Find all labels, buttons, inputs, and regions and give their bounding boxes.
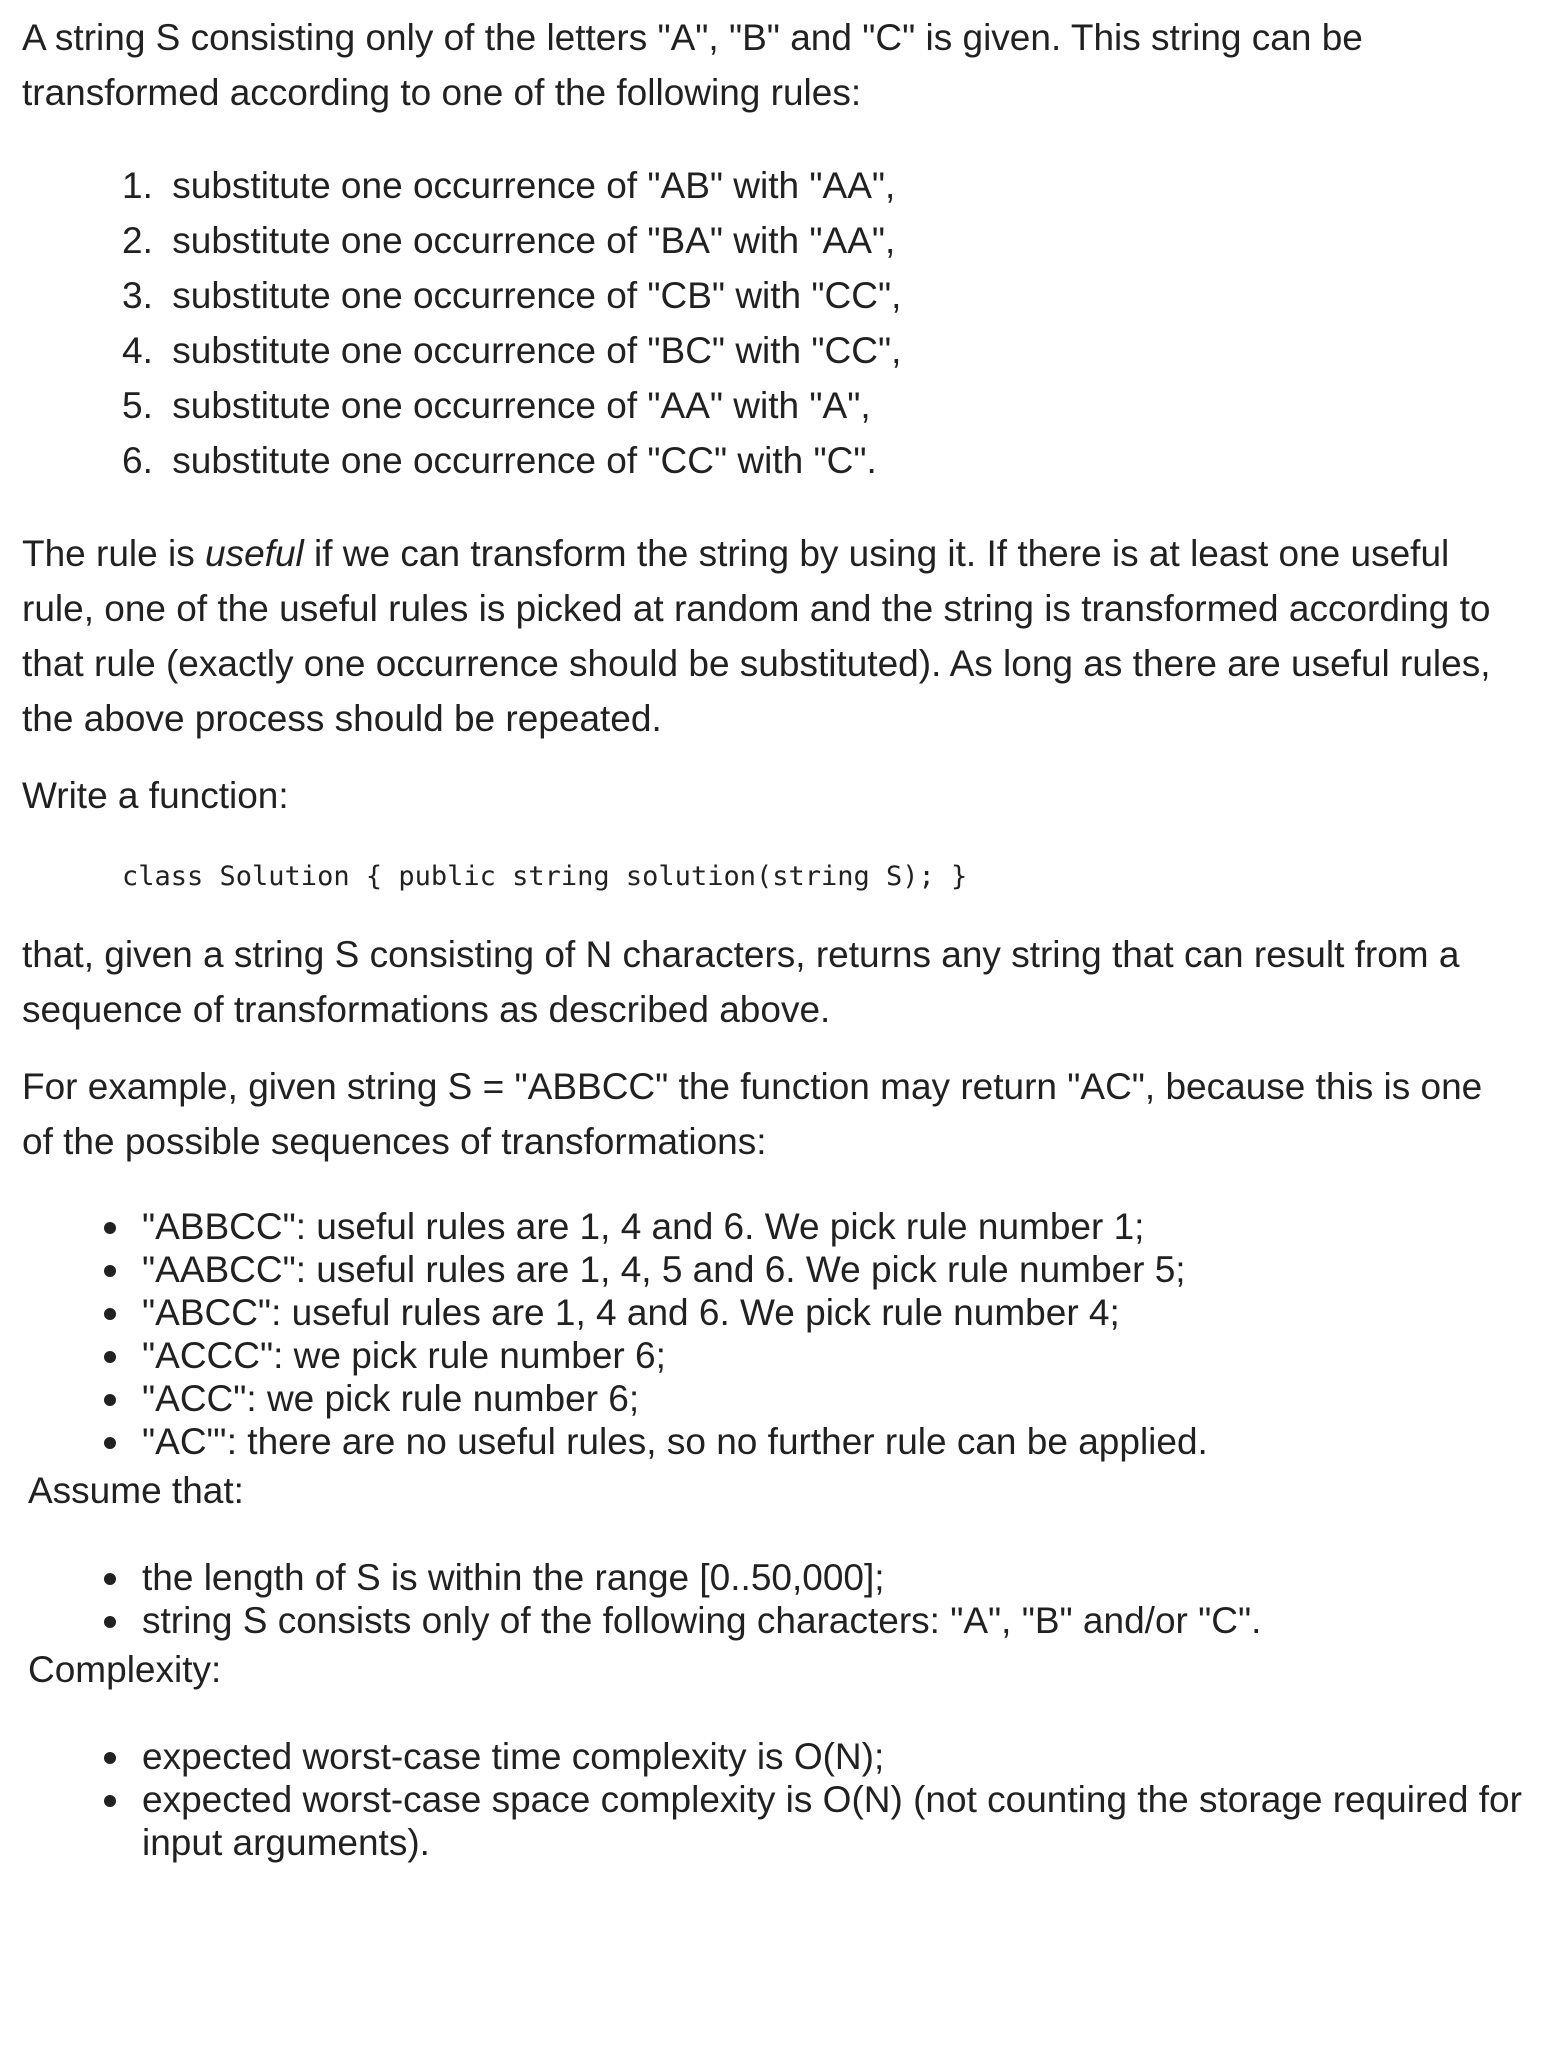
step-item — [102, 1420, 1522, 1463]
complexity-text: expected worst-case time complexity is O(N); — [142, 1736, 885, 1777]
write-function-label: Write a function: — [22, 775, 289, 816]
step-text: "ACCC": we pick rule number 6; — [142, 1335, 666, 1376]
given-paragraph: that, given a string S consisting of N characters, returns any string that can result from a sequence of transformations as described above. — [22, 934, 1460, 1030]
useful-emphasis: useful — [205, 533, 304, 574]
bullet-icon — [104, 1573, 116, 1585]
rules-list — [22, 158, 1522, 488]
bullet-icon — [104, 1351, 116, 1363]
rule-item — [122, 158, 1522, 213]
complexity-item — [102, 1778, 1522, 1864]
step-item — [102, 1377, 1522, 1420]
rule-item — [122, 378, 1522, 433]
step-text: "AABCC": useful rules are 1, 4, 5 and 6. We pick rule number 5; — [142, 1249, 1186, 1290]
useful-text-before: The rule is — [22, 533, 206, 574]
rule-text: substitute one occurrence of "BC" with "CC", — [172, 330, 902, 371]
rule-item — [122, 268, 1522, 323]
useful-rule-paragraph — [22, 526, 1522, 746]
rule-text: substitute one occurrence of "BA" with "AA", — [172, 220, 896, 261]
rule-item — [122, 213, 1522, 268]
bullet-icon — [104, 1308, 116, 1320]
bullet-icon — [104, 1795, 116, 1807]
constraint-text: the length of S is within the range [0..50,000]; — [142, 1557, 885, 1598]
rule-number: 5. — [122, 385, 153, 426]
constraint-text: string S consists only of the following characters: "A", "B" and/or "C". — [142, 1600, 1262, 1641]
rule-item — [122, 433, 1522, 488]
step-text: "AC"': there are no useful rules, so no further rule can be applied. — [142, 1421, 1208, 1462]
useful-text-after: if we can transform the string by using it. If there is at least one useful rule, one of the useful rules is picked at random and the string is transformed according to that rule (exactly one occurrence should be substituted). As long as there are useful rules, the above process should be repeated. — [22, 533, 1491, 739]
assume-heading: Assume that: — [28, 1470, 244, 1511]
bullet-icon — [104, 1437, 116, 1449]
rule-text: substitute one occurrence of "AA" with "A", — [172, 385, 871, 426]
transformation-steps-list — [22, 1205, 1522, 1463]
rule-number: 3. — [122, 275, 153, 316]
step-text: "ACC": we pick rule number 6; — [142, 1378, 640, 1419]
step-item — [102, 1334, 1522, 1377]
step-text: "ABCC": useful rules are 1, 4 and 6. We pick rule number 4; — [142, 1292, 1120, 1333]
bullet-icon — [104, 1616, 116, 1628]
step-item — [102, 1291, 1522, 1334]
rule-text: substitute one occurrence of "CB" with "CC", — [172, 275, 902, 316]
rule-text: substitute one occurrence of "AB" with "AA", — [172, 165, 896, 206]
bullet-icon — [104, 1265, 116, 1277]
rule-number: 2. — [122, 220, 153, 261]
bullet-icon — [104, 1394, 116, 1406]
rule-text: substitute one occurrence of "CC" with "C". — [172, 440, 877, 481]
rule-item — [122, 323, 1522, 378]
step-item — [102, 1205, 1522, 1248]
step-text: "ABBCC": useful rules are 1, 4 and 6. We pick rule number 1; — [142, 1206, 1145, 1247]
bullet-icon — [104, 1752, 116, 1764]
code-signature: class Solution { public string solution(string S); } — [122, 861, 968, 892]
complexity-list — [22, 1735, 1522, 1864]
rule-number: 4. — [122, 330, 153, 371]
complexity-heading: Complexity: — [28, 1649, 222, 1690]
intro-paragraph: A string S consisting only of the letters "A", "B" and "C" is given. This string can be transformed according to one of the following rules: — [22, 17, 1363, 113]
step-item — [102, 1248, 1522, 1291]
complexity-item — [102, 1735, 1522, 1778]
problem-statement — [22, 10, 1522, 1864]
constraint-item — [102, 1599, 1522, 1642]
example-paragraph: For example, given string S = "ABBCC" the function may return "AC", because this is one of the possible sequences of transformations: — [22, 1066, 1483, 1162]
complexity-text: expected worst-case space complexity is O(N) (not counting the storage required for input arguments). — [142, 1779, 1522, 1863]
constraints-list — [22, 1556, 1522, 1642]
bullet-icon — [104, 1222, 116, 1234]
rule-number: 1. — [122, 165, 153, 206]
rule-number: 6. — [122, 440, 153, 481]
constraint-item — [102, 1556, 1522, 1599]
